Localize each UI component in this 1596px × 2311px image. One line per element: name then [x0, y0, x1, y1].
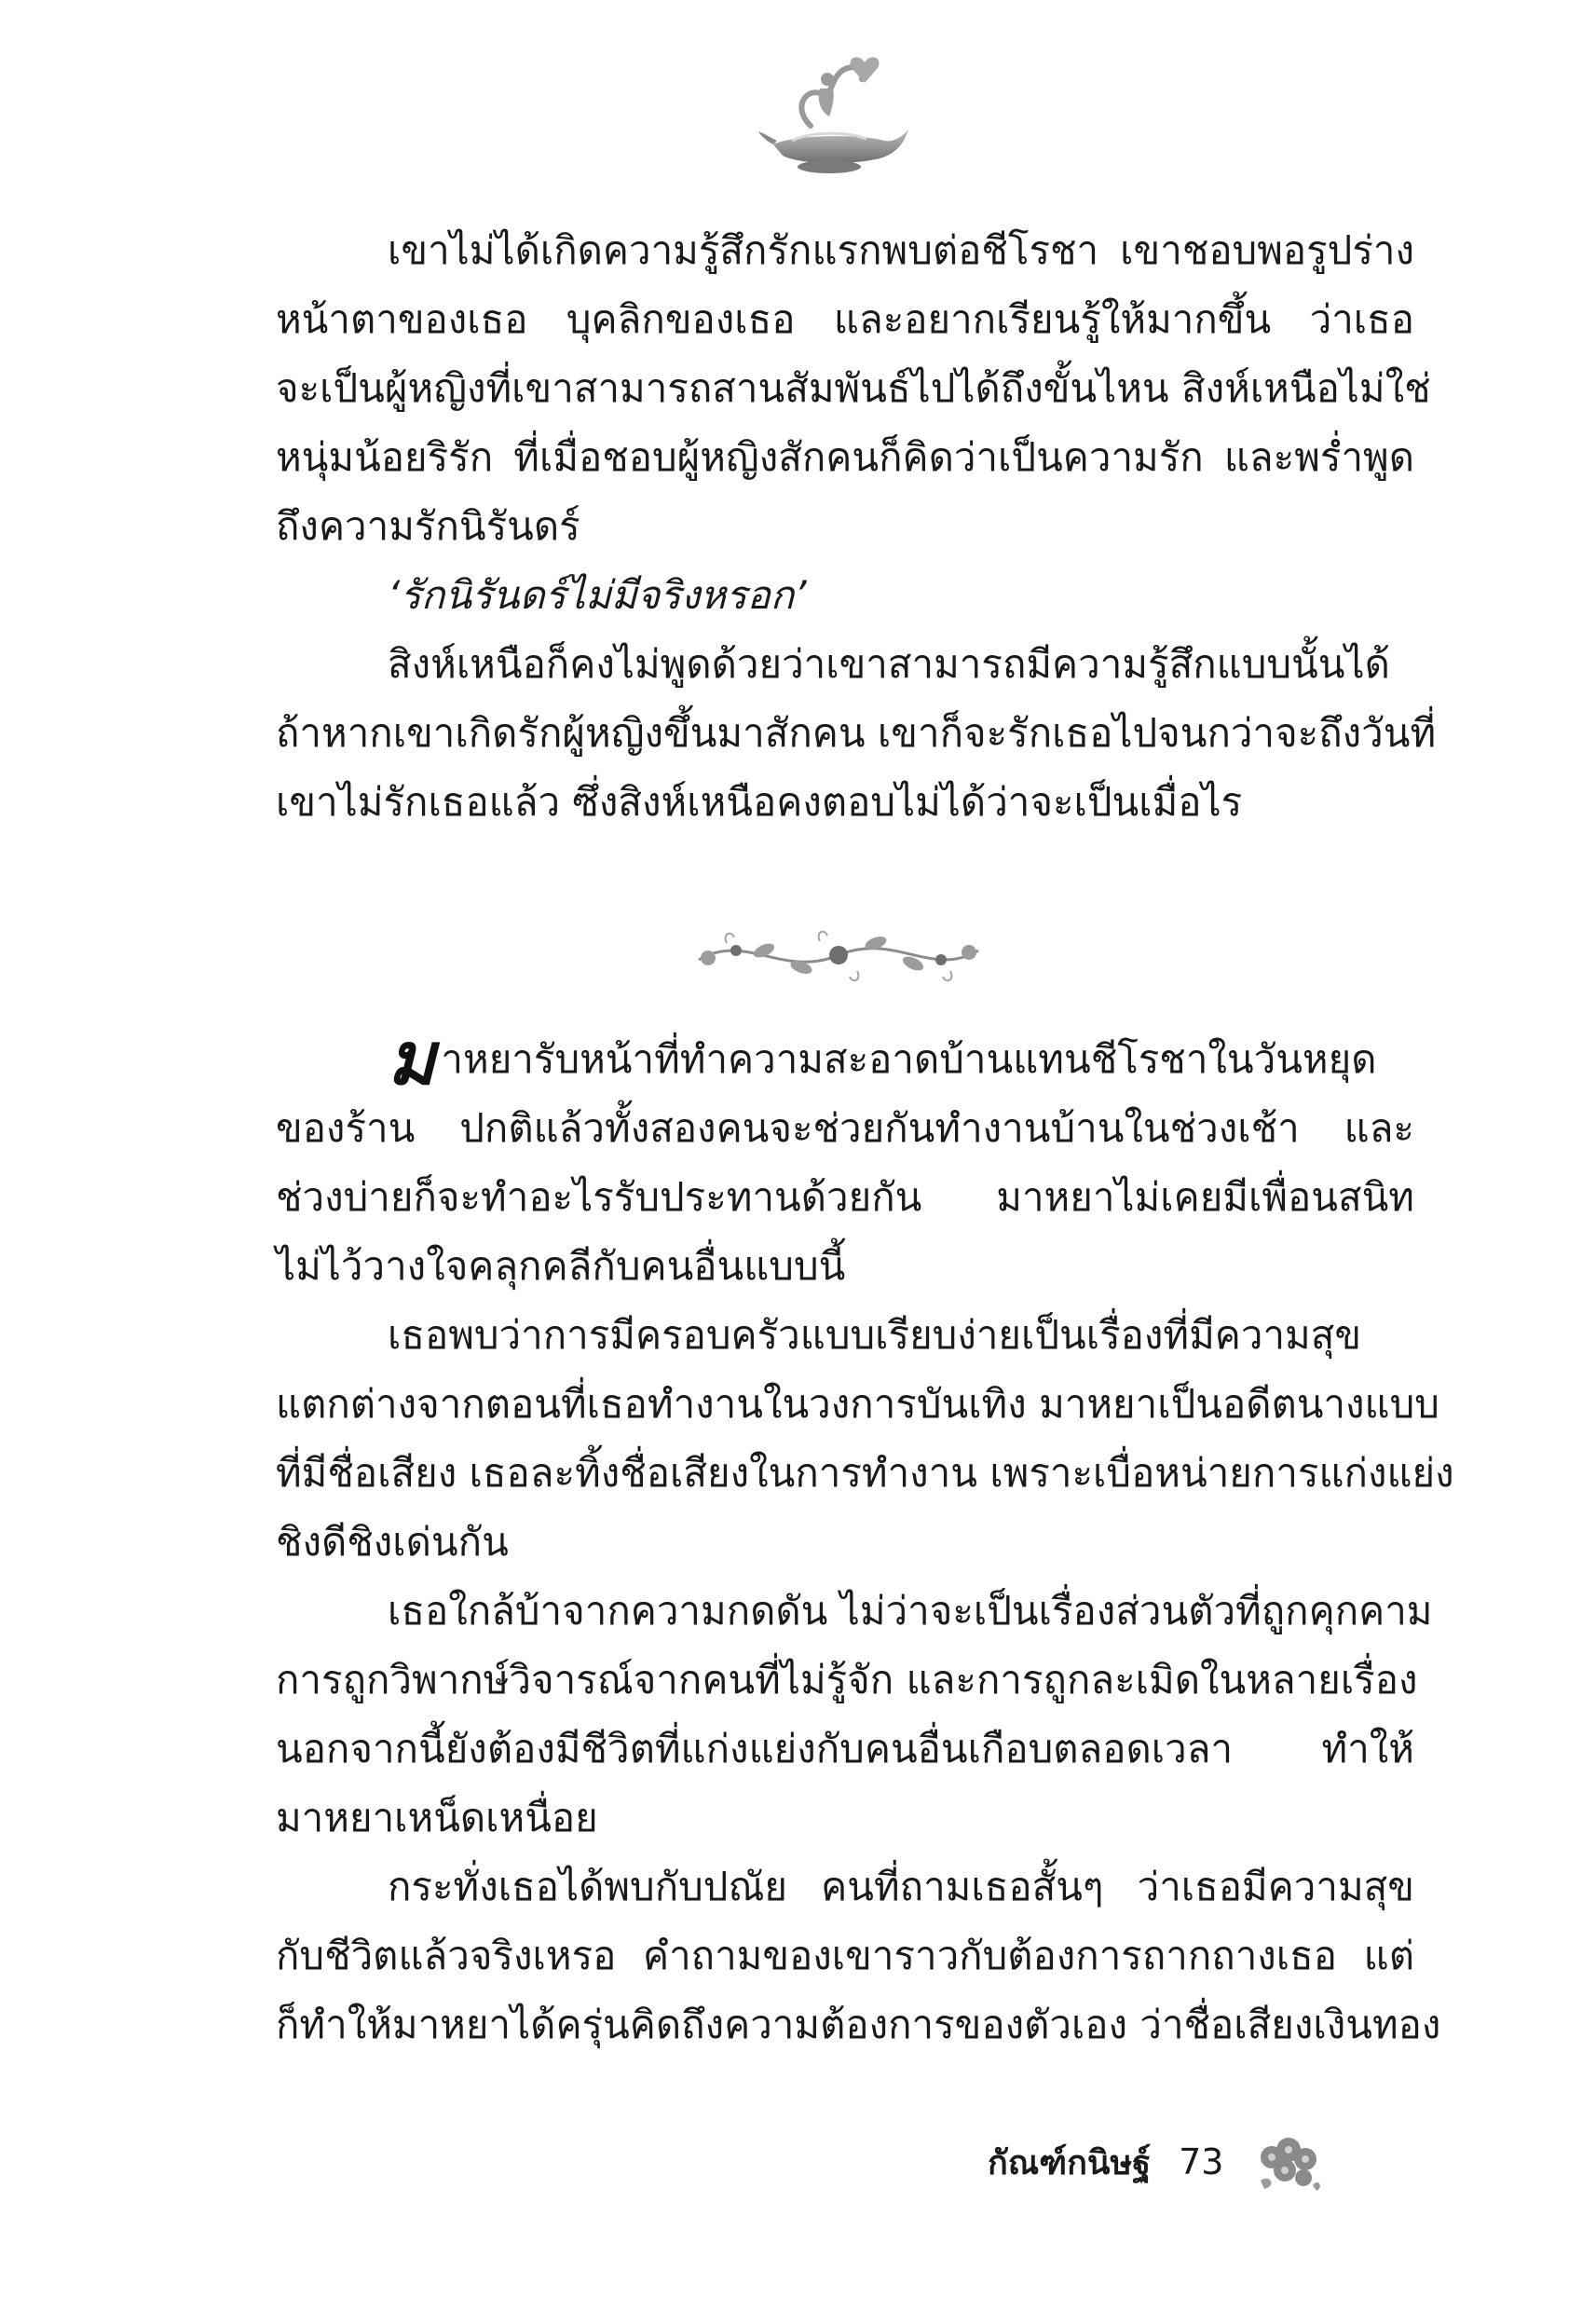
text-line: แตกต่างจากตอนที่เธอทำงานในวงการบันเทิง มาหยาเป็นอดีตนางแบบ [276, 1381, 1439, 1427]
text-line: กระทั่งเธอได้พบกับปณัย คนที่ถามเธอสั้นๆ ว่าเธอมีความสุข [388, 1864, 1414, 1909]
text-line: หนุ่มน้อยริรัก ที่เมื่อชอบผู้หญิงสักคนก็คิดว่าเป็นความรัก และพร่ำพูด [276, 434, 1414, 480]
flower-bouquet-icon [1251, 2129, 1326, 2195]
text-line: นอกจากนี้ยังต้องมีชีวิตที่แก่งแย่งกับคนอื่นเกือบตลอดเวลา ทำให้ [276, 1726, 1414, 1771]
text-line: กับชีวิตแล้วจริงเหรอ คำถามของเขาราวกับต้องการถากถางเธอ แต่ [276, 1933, 1414, 1978]
text-line: เธอพบว่าการมีครอบครัวแบบเรียบง่ายเป็นเรื่องที่มีความสุข [388, 1312, 1362, 1358]
text-line-content: าหยารับหน้าที่ทำความสะอาดบ้านแทนชีโรชาในวันหยุด [441, 1036, 1377, 1082]
text-line: ถ้าหากเขาเกิดรักผู้หญิงขึ้นมาสักคน เขาก็จะรักเธอไปจนกว่าจะถึงวันที่ [276, 710, 1437, 756]
text-line: ของร้าน ปกติแล้วทั้งสองคนจะช่วยกันทำงานบ้านในช่วงเช้า และ [276, 1105, 1414, 1151]
text-line: เขาไม่ได้เกิดความรู้สึกรักแรกพบต่อชีโรชา เขาชอบพอรูปร่าง [388, 227, 1414, 273]
drop-cap: ม [388, 1017, 436, 1101]
page-footer [988, 2125, 1326, 2199]
text-line: การถูกวิพากษ์วิจารณ์จากคนที่ไม่รู้จัก และการถูกละเมิดในหลายเรื่อง [276, 1657, 1418, 1702]
text-line: ก็ทำให้มาหยาได้ครุ่นคิดถึงความต้องการของตัวเอง ว่าชื่อเสียงเงินทอง [276, 2002, 1441, 2047]
text-line: จะเป็นผู้หญิงที่เขาสามารถสานสัมพันธ์ไปได้ถึงขั้นไหน สิงห์เหนือไม่ใช่ [276, 365, 1431, 411]
text-line: มาหยาเหน็ดเหนื่อย [276, 1795, 598, 1840]
text-line: สิงห์เหนือก็คงไม่พูดด้วยว่าเขาสามารถมีความรู้สึกแบบนั้นได้ [388, 641, 1390, 687]
text-line [276, 1017, 1414, 1101]
text-line: ไม่ไว้วางใจคลุกคลีกับคนอื่นแบบนี้ [276, 1243, 846, 1289]
text-line: ถึงความรักนิรันดร์ [276, 503, 580, 549]
text-line: ชิงดีชิงเด่นกัน [276, 1519, 509, 1565]
text-block-bottom [276, 1017, 1454, 2059]
book-title: กัณฑ์กนิษฐ์ [988, 2143, 1152, 2182]
text-line: ‘รักนิรันดร์ไม่มีจริงหรอก’ [388, 572, 807, 618]
text-line: ที่มีชื่อเสียง เธอละทิ้งชื่อเสียงในการทำงาน เพราะเบื่อหน่ายการแก่งแย่ง [276, 1450, 1454, 1496]
page-number: 73 [1179, 2141, 1224, 2182]
text-line: เขาไม่รักเธอแล้ว ซึ่งสิงห์เหนือคงตอบไม่ได้ว่าจะเป็นเมื่อไร [276, 779, 1243, 825]
text-line: ช่วงบ่ายก็จะทำอะไรรับประทานด้วยกัน มาหยาไม่เคยมีเพื่อนสนิท [276, 1174, 1414, 1220]
genie-lamp-icon [755, 51, 913, 182]
text-block-top [276, 216, 1437, 837]
floral-divider-icon [680, 923, 997, 988]
text-line: หน้าตาของเธอ บุคลิกของเธอ และอยากเรียนรู้ให้มากขึ้น ว่าเธอ [276, 296, 1414, 342]
text-line: เธอใกล้บ้าจากความกดดัน ไม่ว่าจะเป็นเรื่องส่วนตัวที่ถูกคุกคาม [388, 1588, 1433, 1634]
